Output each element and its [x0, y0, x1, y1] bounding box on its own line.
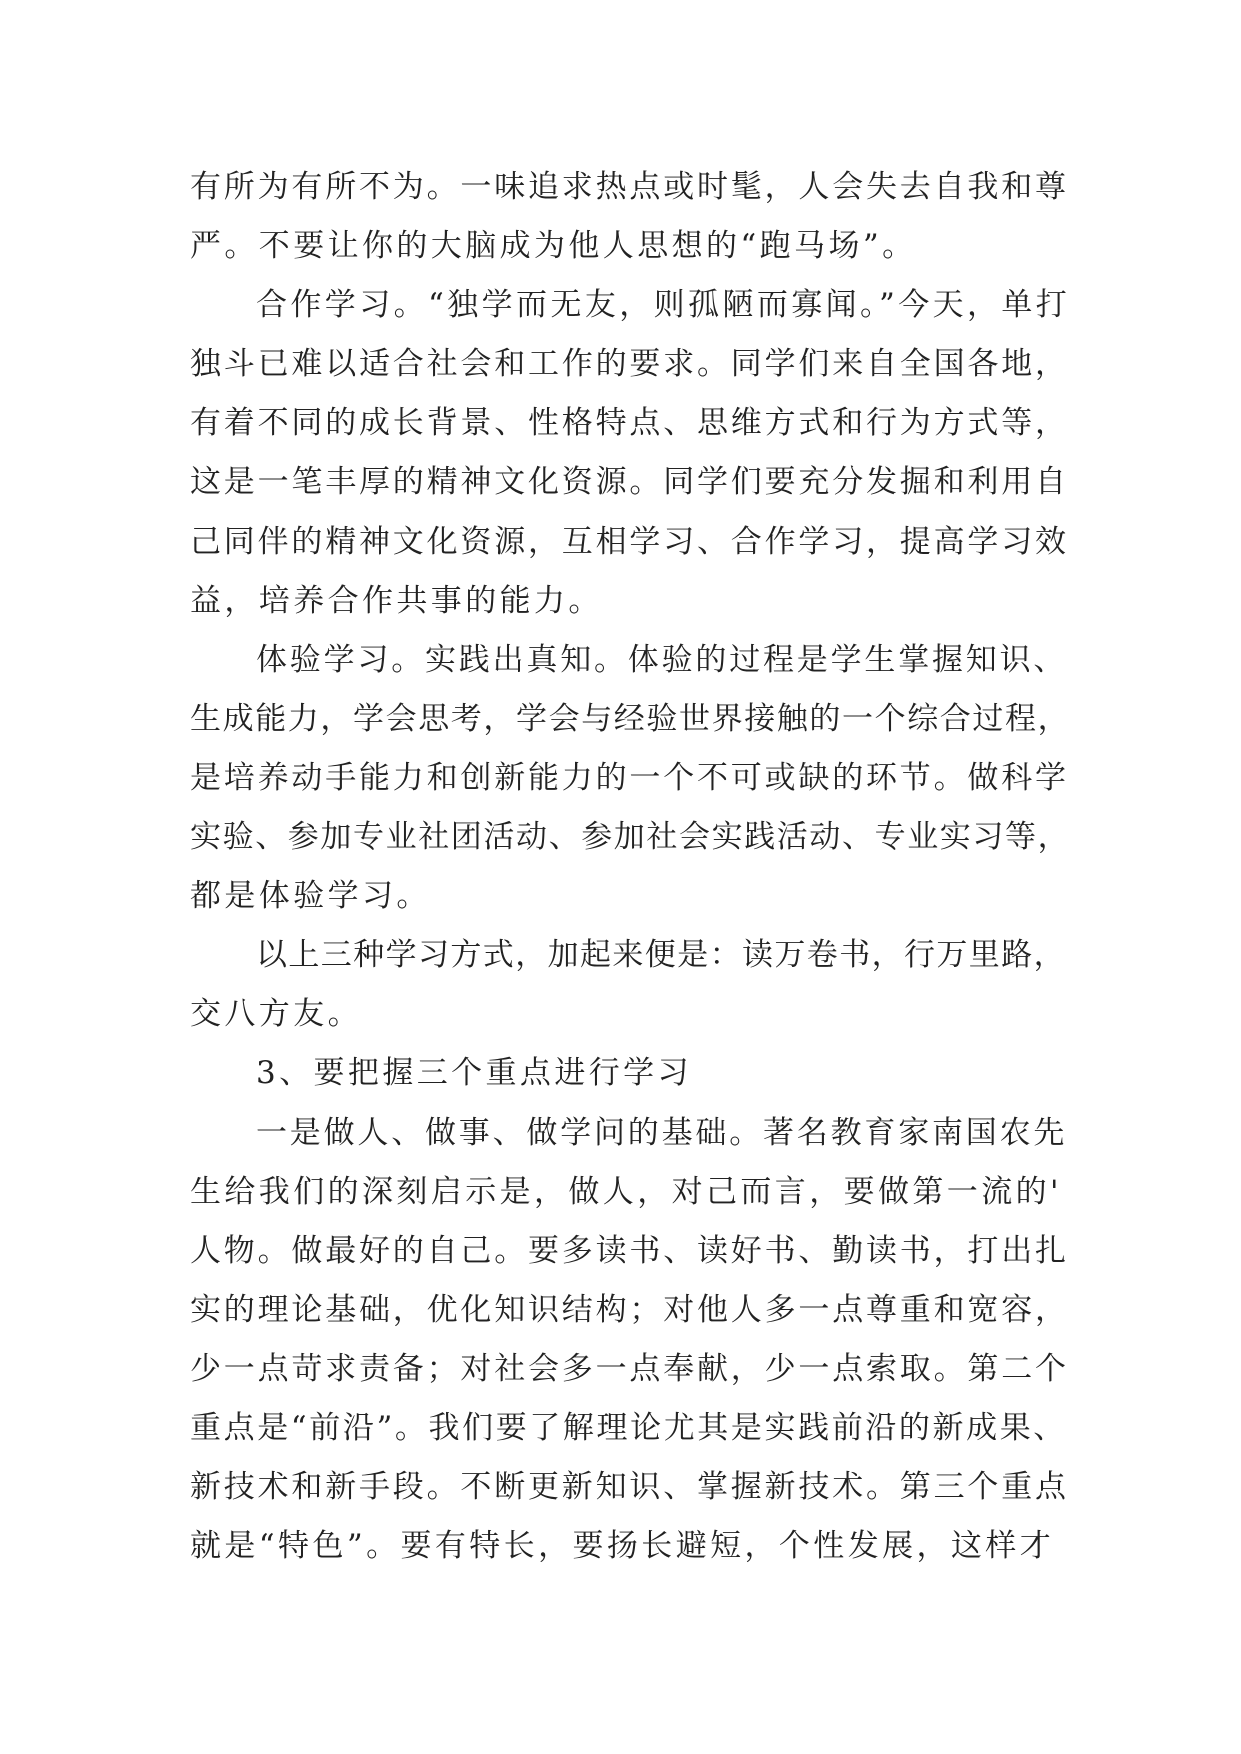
text-line: 益，培养合作共事的能力。 [190, 582, 603, 619]
text-line: 己同伴的精神文化资源，互相学习、合作学习，提高学习效 [190, 523, 1069, 560]
text-line: 体验学习。实践出真知。体验的过程是学生掌握知识、 [256, 641, 1068, 678]
text-line: 新技术和新手段。不断更新知识、掌握新技术。第三个重点 [190, 1469, 1069, 1506]
text-line: 有所为有所不为。一味追求热点或时髦，人会失去自我和尊 [190, 169, 1069, 205]
text-line: 重点是“前沿”。我们要了解理论尤其是实践前沿的新成果、 [190, 1409, 1067, 1446]
text-line: 实验、参加专业社团活动、参加社会实践活动、专业实习等， [190, 819, 1071, 856]
text-line: 少一点苛求责备；对社会多一点奉献，少一点索取。第二个 [190, 1350, 1069, 1387]
body-text [190, 158, 1070, 1576]
text-line: 这是一笔丰厚的精神文化资源。同学们要充分发掘和利用自 [190, 464, 1069, 501]
text-line: 就是“特色”。要有特长，要扬长避短，个性发展，这样才 [190, 1528, 1055, 1565]
text-line: 都是体验学习。 [190, 878, 431, 915]
text-line: 是培养动手能力和创新能力的一个不可或缺的环节。做科学 [190, 759, 1069, 796]
text-line: 3、要把握三个重点进行学习 [256, 1055, 692, 1092]
text-line: 独斗已难以适合社会和工作的要求。同学们来自全国各地， [190, 346, 1069, 383]
text-line: 交八方友。 [190, 996, 362, 1033]
text-line: 合作学习。“独学而无友，则孤陋而寡闻。”今天，单打 [256, 287, 1071, 324]
text-line: 生成能力，学会思考，学会与经验世界接触的一个综合过程， [190, 700, 1071, 737]
text-line: 以上三种学习方式，加起来便是：读万卷书，行万里路， [256, 937, 1066, 974]
text-line: 生给我们的深刻启示是，做人，对己而言，要做第一流的' [190, 1173, 1062, 1210]
text-line: 有着不同的成长背景、性格特点、思维方式和行为方式等， [190, 405, 1069, 442]
text-line: 实的理论基础，优化知识结构；对他人多一点尊重和宽容， [190, 1291, 1069, 1328]
text-line: 严。不要让你的大脑成为他人思想的“跑马场”。 [190, 228, 917, 265]
text-line: 人物。做最好的自己。要多读书、读好书、勤读书，打出扎 [190, 1232, 1069, 1269]
text-line: 一是做人、做事、做学问的基础。著名教育家南国农先 [256, 1114, 1068, 1151]
